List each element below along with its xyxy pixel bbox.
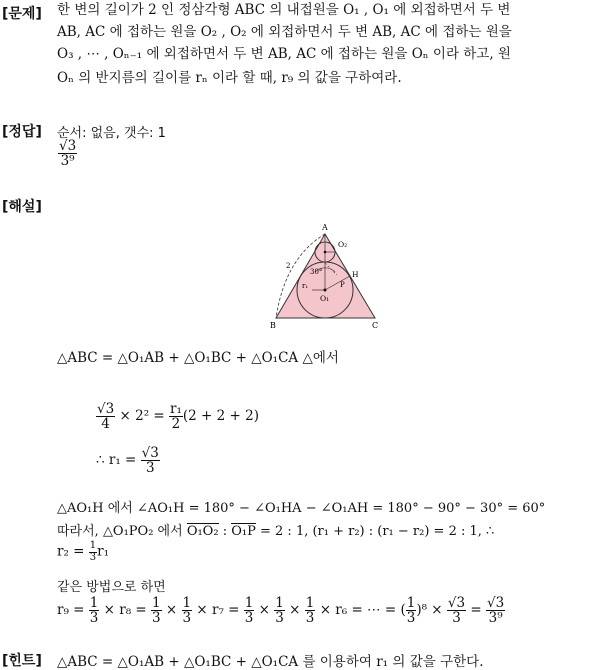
eq1-r1: r₁ [170, 401, 182, 417]
r2-three: 3 [89, 551, 97, 563]
triangle-abc [276, 234, 375, 318]
hint-label: [힌트] [2, 653, 42, 669]
label-o2: O₂ [338, 240, 348, 249]
r9-f2-three: 3 [152, 610, 161, 627]
ratio-line [57, 520, 494, 539]
r9-f5-three: 3 [275, 610, 284, 627]
eq2-three: 3 [145, 460, 155, 477]
label-a: A [322, 223, 328, 232]
eq1-four: 4 [101, 416, 110, 433]
r9-line: r₉ = $\frac{1}{3}$ × r₈ = $\frac{1}{3}$ × $\frac{1}{3}$ × r₇ = $\frac{1}{3}$ × $\frac{1}{3}$ × $\frac{1}{3}$ × r₆ = ⋯ = ( $\frac{1}{3}$ )⁸ × $\frac{√3}{3}$ = $\frac{√3}{\text{3⁹}}$ [57, 595, 505, 627]
ratio-tail: = 2 : 1, (r₁ + r₂) : (r₁ − r₂) = 2 : 1, ∴ [260, 524, 495, 539]
label-h: H [352, 270, 359, 279]
r9-f5-one: 1 [275, 595, 284, 611]
r9-f4-three: 3 [244, 610, 254, 627]
r9-d: )⁸ × [416, 602, 443, 619]
eq2-head: ∴ r₁ = [96, 452, 137, 469]
answer-value [58, 139, 77, 168]
answer-label: [정답] [2, 124, 42, 140]
label-o1: O₁ [320, 294, 330, 303]
r9-c: × r₆ = ⋯ = ( [319, 602, 406, 619]
triangle-figure [265, 218, 385, 336]
r9-f2-one: 1 [152, 595, 161, 611]
label-r1: r₁ [302, 282, 309, 290]
problem-line-1: 한 변의 길이가 2 인 정삼각형 ABC 의 내접원을 O₁ , O₁ 에 외접하면서 두 변 [57, 2, 511, 18]
r9-f4-one: 1 [244, 595, 254, 611]
angle-line: △AO₁H 에서 ∠AO₁H = 180° − ∠O₁HA − ∠O₁AH = 180° − 90° − 30° = 60° [57, 501, 546, 516]
r9-head: r₉ = [57, 602, 85, 619]
eq1-tail: (2 + 2 + 2) [182, 408, 259, 425]
problem-line-2: AB, AC 에 접하는 원을 O₂ , O₂ 에 외접하면서 두 변 AB, AC 에 접하는 원을 [57, 24, 512, 40]
r9-f8-sqrt3: √3 [447, 595, 466, 611]
r2-line [57, 541, 109, 563]
r9-f3-three: 3 [182, 610, 192, 627]
r9-f1-three: 3 [89, 610, 99, 627]
answer-denominator: 3⁹ [60, 153, 75, 170]
r9-f8-three: 3 [452, 610, 461, 627]
same-way-line: 같은 방법으로 하면 [57, 580, 166, 595]
center-o2-dot [324, 251, 327, 254]
r9-f6-one: 1 [305, 595, 315, 611]
r9-f1-one: 1 [89, 595, 99, 611]
problem-line-3: O₃ , ⋯ , Oₙ₋₁ 에 외접하면서 두 변 AB, AC 에 접하는 원을 Oₙ 이라 하고, 원 [57, 46, 511, 62]
r9-f7-three: 3 [406, 610, 416, 627]
ratio-o1o2: O₁O₂ [186, 524, 219, 539]
equation-2 [96, 446, 160, 475]
answer-meta: 순서: 없음, 갯수: 1 [57, 126, 166, 141]
r9-a: × r₈ = [103, 602, 147, 619]
r9-f7-one: 1 [406, 595, 416, 611]
problem-label: [문제] [2, 6, 42, 22]
eq2-sqrt3: √3 [141, 445, 159, 461]
label-c: C [372, 321, 379, 330]
hint-text: △ABC = △O₁AB + △O₁BC + △O₁CA 를 이용하여 r₁ 의 값을 구한다. [57, 654, 484, 670]
label-two: 2 [286, 262, 291, 270]
label-b: B [270, 321, 276, 330]
eq1-sqrt3: √3 [97, 401, 115, 417]
area-equation: △ABC = △O₁AB + △O₁BC + △O₁CA △에서 [57, 350, 339, 366]
ratio-o1p: O₁P [231, 524, 256, 539]
r9-e: = [470, 602, 482, 619]
r9-f9-sqrt3: √3 [487, 595, 505, 611]
solution-label: [해설] [2, 199, 42, 215]
eq1-mid: × 2² = [119, 408, 165, 425]
problem-line-4: Oₙ 의 반지름의 길이를 rₙ 이라 할 때, r₉ 의 값을 구하여라. [57, 70, 402, 86]
r9-f3-one: 1 [182, 595, 192, 611]
ratio-colon: : [222, 524, 228, 539]
r2-tail: r₁ [97, 543, 110, 560]
ratio-head: 따라서, △O₁PO₂ 에서 [57, 524, 183, 539]
center-o1-dot [324, 289, 327, 292]
r9-b: × r₇ = [196, 602, 240, 619]
answer-numerator: √3 [59, 138, 77, 154]
r2-head: r₂ = [57, 543, 85, 560]
r9-f6-three: 3 [305, 610, 315, 627]
eq1-two: 2 [171, 416, 181, 433]
equation-1 [96, 402, 259, 431]
r2-one: 1 [89, 540, 97, 551]
label-p: P [340, 281, 345, 289]
r9-f9-three9: 3⁹ [488, 610, 503, 627]
label-angle: 30° [310, 268, 323, 276]
